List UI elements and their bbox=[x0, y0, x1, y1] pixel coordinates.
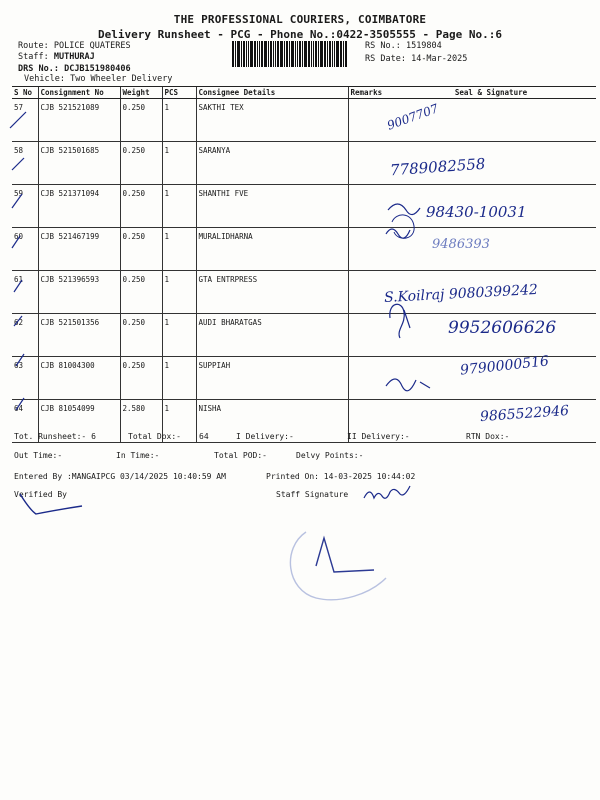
row-pcs: 1 bbox=[162, 142, 196, 185]
row-consignment: CJB 521521089 bbox=[38, 99, 120, 142]
col-remarks: Remarks bbox=[348, 87, 386, 99]
row-pcs: 1 bbox=[162, 185, 196, 228]
row-weight: 0.250 bbox=[120, 185, 162, 228]
signature-row-63: 9790000516 bbox=[459, 353, 550, 379]
row-weight: 0.250 bbox=[120, 142, 162, 185]
row-pcs: 1 bbox=[162, 271, 196, 314]
signature-row-62: 9952606626 bbox=[448, 318, 557, 338]
row-sno: 61 bbox=[12, 271, 38, 314]
row-consignee: NISHA bbox=[196, 400, 348, 443]
row-consignment: CJB 521396593 bbox=[38, 271, 120, 314]
table-row bbox=[12, 99, 596, 142]
verified-by: Verified By bbox=[14, 490, 67, 499]
row-consignment: CJB 521467199 bbox=[38, 228, 120, 271]
route-value: POLICE QUATERES bbox=[53, 41, 131, 51]
row-sno: 57 bbox=[12, 99, 38, 142]
row-pcs: 1 bbox=[162, 99, 196, 142]
i-delivery: I Delivery:- bbox=[236, 432, 294, 441]
row-pcs: 1 bbox=[162, 357, 196, 400]
rs-no-line: RS No.: 1519804 bbox=[365, 41, 442, 51]
delvy-points: Delvy Points:- bbox=[296, 451, 364, 460]
col-pcs: PCS bbox=[162, 87, 196, 99]
out-time: Out Time:- bbox=[14, 451, 63, 460]
table-row bbox=[12, 142, 596, 185]
total-runsheet: Tot. Runsheet:- 6 bbox=[14, 432, 96, 441]
row-consignment: CJB 521371094 bbox=[38, 185, 120, 228]
row-sno: 63 bbox=[12, 357, 38, 400]
row-consignment: CJB 521501685 bbox=[38, 142, 120, 185]
staff-signature-mark bbox=[360, 484, 420, 504]
delivery-tick-marks bbox=[0, 100, 40, 430]
col-consignee: Consignee Details bbox=[196, 87, 348, 99]
signature-row-57: 9007707 bbox=[385, 101, 441, 133]
row-sno: 60 bbox=[12, 228, 38, 271]
total-pod: Total POD:- bbox=[214, 451, 267, 460]
drs-line: DRS No.: DCJB151980406 bbox=[18, 64, 131, 74]
row-weight: 0.250 bbox=[120, 228, 162, 271]
row-sno: 62 bbox=[12, 314, 38, 357]
row-consignment: CJB 521501356 bbox=[38, 314, 120, 357]
col-sno: S No bbox=[12, 87, 38, 99]
signature-row-60: 9486393 bbox=[432, 237, 490, 252]
row-sno: 58 bbox=[12, 142, 38, 185]
signature-row-59: 98430-10031 bbox=[426, 203, 527, 221]
signature-row-61: S.Koilraj 9080399242 bbox=[383, 281, 539, 307]
row-sno: 59 bbox=[12, 185, 38, 228]
in-time: In Time:- bbox=[116, 451, 160, 460]
row-remarks bbox=[348, 99, 386, 142]
table-row bbox=[12, 228, 596, 271]
row-consignee: SARANYA bbox=[196, 142, 348, 185]
row-consignee: AUDI BHARATGAS bbox=[196, 314, 348, 357]
vehicle-line: Vehicle: Two Wheeler Delivery bbox=[24, 74, 173, 84]
row-weight: 0.250 bbox=[120, 314, 162, 357]
row-weight: 0.250 bbox=[120, 357, 162, 400]
rs-date-value: 14-Mar-2025 bbox=[411, 54, 468, 64]
col-consignment: Consignment No bbox=[38, 87, 120, 99]
signature-scribbles bbox=[380, 150, 460, 430]
staff-line: Staff: MUTHURAJ bbox=[18, 52, 95, 62]
row-consignee: GTA ENTRPRESS bbox=[196, 271, 348, 314]
total-dox-label: Total Dox:- bbox=[128, 432, 181, 441]
row-pcs: 1 bbox=[162, 228, 196, 271]
signature-row-64: 9865522946 bbox=[479, 402, 570, 426]
vehicle-value: Two Wheeler Delivery bbox=[70, 74, 173, 84]
staff-signature-label: Staff Signature bbox=[276, 490, 349, 499]
rs-no-value: 1519804 bbox=[405, 41, 442, 51]
row-weight: 0.250 bbox=[120, 271, 162, 314]
company-name: THE PROFESSIONAL COURIERS, COIMBATORE bbox=[173, 13, 427, 26]
signature-row-58: 7789082558 bbox=[389, 154, 486, 180]
col-signature: Seal & Signature bbox=[386, 87, 596, 99]
col-weight: Weight bbox=[120, 87, 162, 99]
rtn-dox: RTN Dox:- bbox=[466, 432, 510, 441]
row-consignment: CJB 81004300 bbox=[38, 357, 120, 400]
rs-date-line: RS Date: 14-Mar-2025 bbox=[365, 54, 468, 64]
row-pcs: 1 bbox=[162, 314, 196, 357]
runsheet-table bbox=[12, 86, 596, 443]
faint-seal-mark bbox=[282, 520, 402, 610]
row-weight: 0.250 bbox=[120, 99, 162, 142]
row-consignee: SUPPIAH bbox=[196, 357, 348, 400]
row-consignee: SHANTHI FVE bbox=[196, 185, 348, 228]
row-pcs: 1 bbox=[162, 400, 196, 443]
row-consignment: CJB 81054099 bbox=[38, 400, 120, 443]
ii-delivery: II Delivery:- bbox=[347, 432, 410, 441]
total-dox-value: 64 bbox=[199, 432, 209, 441]
verified-by-signature bbox=[10, 480, 100, 520]
row-consignee: MURALIDHARNA bbox=[196, 228, 348, 271]
entered-by: Entered By :MANGAIPCG 03/14/2025 10:40:59 AM bbox=[14, 472, 226, 481]
row-weight: 2.580 bbox=[120, 400, 162, 443]
staff-value: MUTHURAJ bbox=[53, 52, 95, 62]
runsheet-title: Delivery Runsheet - PCG - Phone No.:0422-3505555 - Page No.:6 bbox=[98, 28, 502, 41]
row-sno: 64 bbox=[12, 400, 38, 443]
table-header-row bbox=[12, 87, 596, 99]
drs-value: DCJB151980406 bbox=[64, 64, 131, 74]
route-line: Route: POLICE QUATERES bbox=[18, 41, 131, 51]
printed-on: Printed On: 14-03-2025 10:44:02 bbox=[266, 472, 416, 481]
row-consignee: SAKTHI TEX bbox=[196, 99, 348, 142]
barcode bbox=[232, 41, 356, 67]
